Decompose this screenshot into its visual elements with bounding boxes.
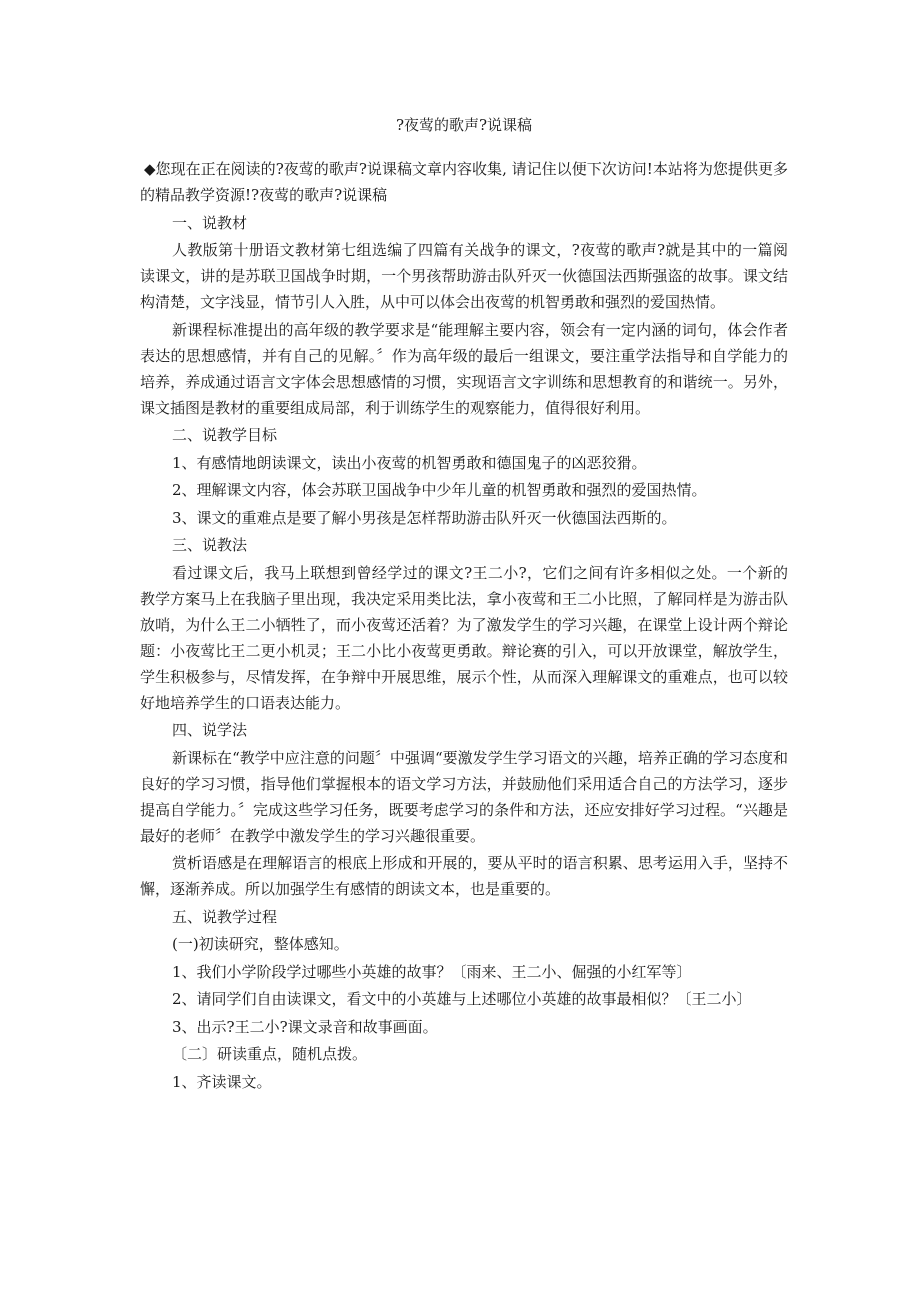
document-page — [140, 114, 788, 1096]
body-paragraph: 新课程标准提出的高年级的教学要求是“能理解主要内容，领会有一定内涵的词句，体会作者表达的思想感情，并有自己的见解。〞作为高年级的最后一组课文，要注重学法指导和自学能力的培养，养成通过语言文字体会思想感情的习惯，实现语言文字训练和思想教育的和谐统一。另外，课文插图是教材的重要组成局部，利于训练学生的观察能力，值得很好利用。 — [140, 320, 788, 417]
section-heading: 三、说教法 — [172, 536, 248, 554]
list-item: 〔二〕研读重点，随机点拨。 — [172, 1045, 368, 1063]
intro-paragraph: ◆您现在正在阅读的?夜莺的歌声?说课稿文章内容收集, 请记住以便下次访问!本站将为您提供更多的精品教学资源!?夜莺的歌声?说课稿 — [140, 160, 788, 204]
list-item: (一)初读研究，整体感知。 — [172, 935, 349, 953]
list-item: 3、出示?王二小?课文录音和故事画面。 — [172, 1017, 438, 1036]
body-paragraph: 新课标在“教学中应注意的问题〞中强调“要激发学生学习语文的兴趣，培养正确的学习态度和良好的学习习惯，指导他们掌握根本的语文学习方法，并鼓励他们采用适合自己的方法学习，逐步提高自学能力。〞完成这些学习任务，既要考虑学习的条件和方法，还应安排好学习过程。“兴趣是最好的老师〞在教学中激发学生的学习兴趣很重要。 — [140, 748, 788, 845]
list-item: 2、理解课文内容，体会苏联卫国战争中少年儿童的机智勇敢和强烈的爱国热情。 — [172, 481, 707, 499]
section-heading: 一、说教材 — [172, 213, 248, 232]
document-title: ?夜莺的歌声?说课稿 — [395, 116, 533, 134]
list-item: 1、有感情地朗读课文，读出小夜莺的机智勇敢和德国鬼子的凶恶狡猾。 — [172, 453, 647, 472]
section-heading: 四、说学法 — [172, 721, 248, 739]
body-paragraph: 赏析语感是在理解语言的根底上形成和开展的，要从平时的语言积累、思考运用入手，坚持不懈，逐渐养成。所以加强学生有感情的朗读文本，也是重要的。 — [140, 854, 788, 898]
list-item: 3、课文的重难点是要了解小男孩是怎样帮助游击队歼灭一伙德国法西斯的。 — [172, 508, 677, 527]
section-heading: 二、说教学目标 — [172, 426, 278, 444]
list-item: 1、齐读课文。 — [172, 1072, 272, 1091]
list-item: 2、请同学们自由读课文，看文中的小英雄与上述哪位小英雄的故事最相似？〔王二小〕 — [172, 990, 752, 1008]
section-heading: 五、说教学过程 — [172, 907, 278, 926]
list-item: 1、我们小学阶段学过哪些小英雄的故事？〔雨来、王二小、倔强的小红军等〕 — [172, 962, 692, 981]
body-paragraph: 人教版第十册语文教材第七组选编了四篇有关战争的课文，?夜莺的歌声?就是其中的一篇阅读课文，讲的是苏联卫国战争时期，一个男孩帮助游击队歼灭一伙德国法西斯强盗的故事。课文结构清楚，文字浅显，情节引人入胜，从中可以体会出夜莺的机智勇敢和强烈的爱国热情。 — [140, 241, 788, 311]
body-paragraph: 看过课文后，我马上联想到曾经学过的课文?王二小?，它们之间有许多相似之处。一个新的教学方案马上在我脑子里出现，我决定采用类比法，拿小夜莺和王二小比照，了解同样是为游击队放哨，为什么王二小牺牲了，而小夜莺还活着？为了激发学生的学习兴趣，在课堂上设计两个辩论题：小夜莺比王二更小机灵；王二小比小夜莺更勇敢。辩论赛的引入，可以开放课堂，解放学生，学生积极参与，尽情发挥，在争辩中开展思维，展示个性，从而深入理解课文的重难点，也可以较好地培养学生的口语表达能力。 — [140, 563, 788, 712]
